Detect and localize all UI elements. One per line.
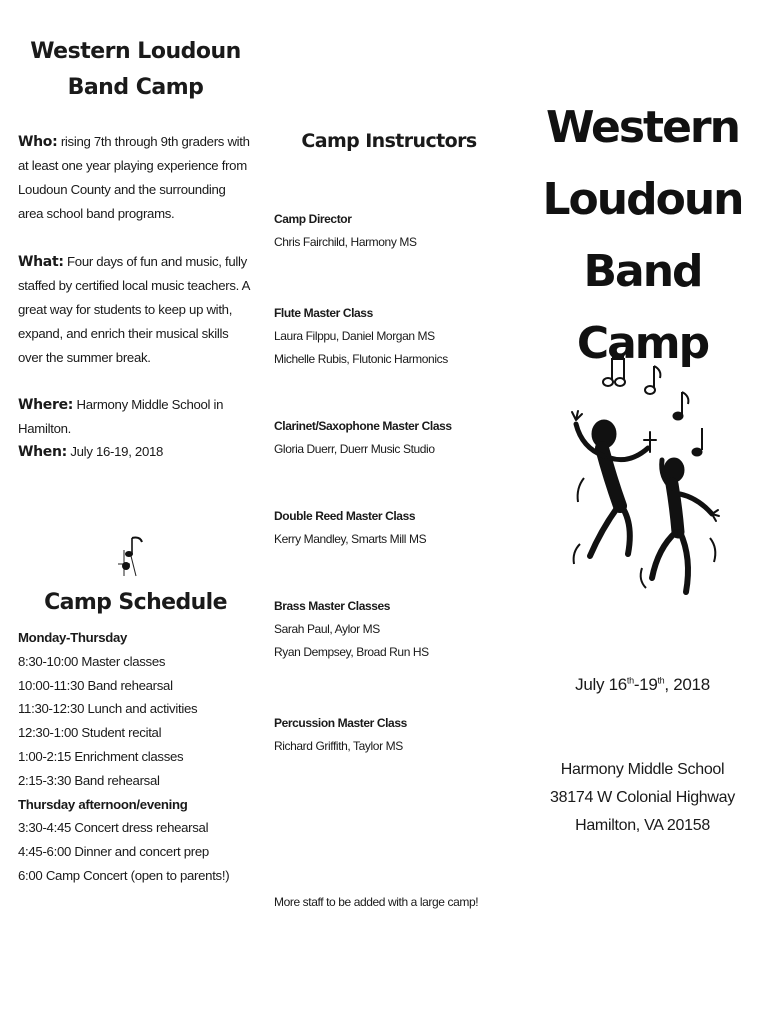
instructor-group	[274, 302, 514, 371]
schedule-header: Monday-Thursday	[18, 630, 128, 645]
date-end-sup: th	[657, 675, 665, 686]
instructor-role: Camp Director	[274, 212, 352, 226]
music-note-icon	[116, 532, 146, 578]
more-staff-note: More staff to be added with a large camp!	[274, 895, 479, 909]
date-start-sup: th	[626, 675, 634, 686]
instructor-role: Brass Master Classes	[274, 599, 391, 613]
date-year: , 2018	[664, 675, 710, 694]
cover-title	[540, 92, 745, 380]
panel-title	[18, 34, 253, 106]
instructor-role: Double Reed Master Class	[274, 509, 416, 523]
instructor-name: Richard Griffith, Taylor MS	[274, 739, 403, 753]
instructor-name: Chris Fairchild, Harmony MS	[274, 235, 417, 249]
date-end: -19	[633, 675, 658, 694]
where-text: Harmony Middle School in Hamilton.	[18, 397, 224, 436]
schedule-item: 1:00-2:15 Enrichment classes	[18, 748, 184, 764]
panel-title-line1: Western Loudoun	[30, 39, 241, 64]
camp-dates	[540, 675, 745, 695]
date-start: July 16	[575, 675, 627, 694]
panel-title-line2: Band Camp	[67, 75, 204, 100]
when-text: July 16-19, 2018	[70, 444, 164, 459]
instructor-name: Kerry Mandley, Smarts Mill MS	[274, 532, 427, 546]
when-label: When:	[18, 444, 67, 460]
instructor-name: Sarah Paul, Aylor MS	[274, 622, 380, 636]
where-label: Where:	[18, 397, 74, 413]
who-text: rising 7th through 9th graders with at least one year playing experience from Loudoun County and the surrounding area school band programs.	[18, 134, 250, 221]
schedule-item: 2:15-3:30 Band rehearsal	[18, 772, 160, 788]
address-line: 38174 W Colonial Highway	[550, 789, 735, 806]
schedule-item: 8:30-10:00 Master classes	[18, 653, 166, 669]
schedule-list	[18, 626, 258, 888]
instructor-name: Laura Filppu, Daniel Morgan MS	[274, 329, 435, 343]
instructor-name: Gloria Duerr, Duerr Music Studio	[274, 442, 435, 456]
schedule-item: 12:30-1:00 Student recital	[18, 725, 162, 741]
where-paragraph	[18, 393, 253, 441]
who-paragraph	[18, 130, 253, 226]
schedule-item: 11:30-12:30 Lunch and activities	[18, 701, 198, 717]
instructors-title: Camp Instructors	[301, 130, 477, 152]
what-text: Four days of fun and music, fully staffed by certified local music teachers. A great way for students to keep up with, expand, and enrich their musical skills over the summer break.	[18, 254, 250, 365]
schedule-item: 10:00-11:30 Band rehearsal	[18, 677, 173, 693]
cover-title-line2: Loudoun	[542, 174, 743, 225]
instructor-role: Flute Master Class	[274, 306, 373, 320]
schedule-header: Thursday afternoon/evening	[18, 796, 188, 812]
instructor-group	[274, 712, 514, 758]
what-paragraph	[18, 250, 253, 370]
schedule-item: 4:45-6:00 Dinner and concert prep	[18, 844, 209, 860]
left-panel	[18, 0, 253, 883]
instructor-group	[274, 415, 514, 461]
address-line: Harmony Middle School	[560, 761, 725, 778]
address-line: Hamilton, VA 20158	[575, 817, 710, 834]
when-paragraph	[18, 440, 253, 464]
instructor-name: Ryan Dempsey, Broad Run HS	[274, 645, 429, 659]
cover-title-line1: Western	[546, 102, 739, 153]
instructor-name: Michelle Rubis, Flutonic Harmonics	[274, 352, 448, 366]
schedule-item: 6:00 Camp Concert (open to parents!)	[18, 867, 230, 883]
instructor-role: Percussion Master Class	[274, 716, 407, 730]
dancing-figures-image	[562, 348, 742, 603]
address-block	[540, 756, 745, 840]
cover-title-line3: Band Camp	[576, 246, 709, 369]
instructor-group	[274, 595, 514, 664]
instructor-role: Clarinet/Saxophone Master Class	[274, 419, 452, 433]
what-label: What:	[18, 254, 64, 270]
instructor-group	[274, 505, 514, 551]
schedule-item: 3:30-4:45 Concert dress rehearsal	[18, 820, 209, 836]
schedule-title: Camp Schedule	[44, 590, 227, 615]
who-label: Who:	[18, 134, 58, 150]
instructor-group	[274, 208, 514, 254]
